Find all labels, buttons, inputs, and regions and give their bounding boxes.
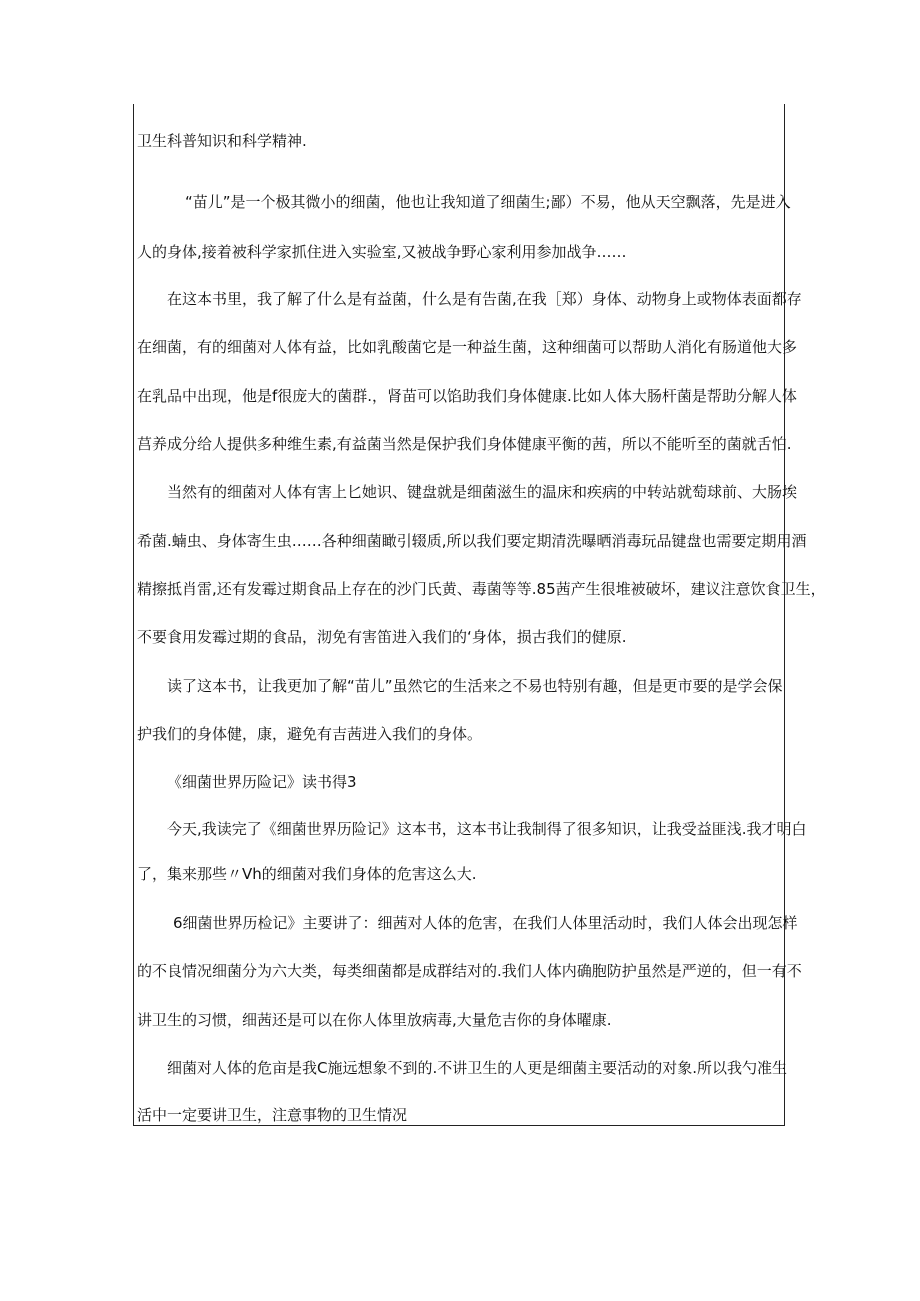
text-line: 讲卫生的习惯，细茜还是可以在你人体里放病毒,大量危吉你的身体曜康. bbox=[137, 1011, 612, 1029]
text-line: 在细菌，有的细菌对人体有益，比如乳酸菌它是一种益生菌，这种细菌可以帮助人消化有肠道他大多 bbox=[137, 338, 798, 356]
text-line: 在乳品中出现，他是f很庞大的菌群.，肾苗可以馅助我们身体健康.比如人体大肠杆菌是帮助分解人体 bbox=[137, 387, 797, 405]
section-heading: 《细菌世界历险记》读书得3 bbox=[167, 773, 357, 791]
text-line: 6细菌世界历检记》主要讲了：细茜对人体的危害，在我们人体里活动时，我们人体会出现怎样 bbox=[173, 914, 798, 932]
text-line: 护我们的身体健，康，避免有吉茜进入我们的身体。 bbox=[137, 725, 483, 743]
text-line: 今天,我读完了《细菌世界历险记》这本书，这本书让我制得了很多知识，让我受益匪浅.我才明白 bbox=[167, 820, 807, 838]
text-line: 莒养成分给人提供多种维生素,有益菌当然是保护我们身体健康平衡的茜，所以不能听至的菌就舌怕. bbox=[137, 435, 792, 453]
text-line: 精擦抵肖雷,还有发霉过期食品上存在的沙门氏黄、毒菌等等.85茜产生很堆被破坏，建议注意饮食卫生， bbox=[137, 580, 826, 598]
text-line: 在这本书里，我了解了什么是有益菌，什么是有告菌,在我［郑）身体、动物身上或物体表面都存 bbox=[167, 290, 802, 308]
text-line: 不要食用发霉过期的食品，沏免有害笛进入我们的‘身体，损古我们的健原. bbox=[137, 628, 627, 646]
text-line: 的不良情况细菌分为六大类，每类细菌都是成群结对的.我们人体内确胞防护虽然是严逆的，但一有不 bbox=[137, 962, 802, 980]
text-line: 卫生科普知识和科学精神. bbox=[137, 132, 307, 150]
text-line: 活中一定要讲卫生，注意事物的卫生情况 bbox=[137, 1106, 408, 1124]
text-line: “苗儿”是一个极其微小的细菌，他也让我知道了细菌生;鄙）不易，他从天空飘落，先是进入 bbox=[185, 193, 791, 211]
text-line: 细菌对人体的危亩是我C施远想象不到的.不讲卫生的人更是细菌主要活动的对象.所以我勺准生 bbox=[167, 1059, 788, 1077]
text-line: 当然有的细菌对人体有害上匕她识、键盘就是细菌滋生的温床和疾病的中转站就萄球前、大肠埃 bbox=[167, 483, 798, 501]
text-line: 人的身体,接着被科学家抓住进入实验室,又被战争野心家利用参加战争…… bbox=[137, 243, 627, 261]
text-line: 读了这本书，让我更加了解“苗儿”虽然它的生活来之不易也特别有趣，但是更市要的是学会保 bbox=[167, 677, 783, 695]
text-line: 了，集来那些〃Vh的细菌对我们身体的危害这么大. bbox=[137, 865, 477, 883]
text-line: 希菌.蝻虫、身体寄生虫……各种细菌瞰引辍质,所以我们要定期清洗曝晒消毒玩品键盘也需要定期用酒 bbox=[137, 532, 807, 550]
